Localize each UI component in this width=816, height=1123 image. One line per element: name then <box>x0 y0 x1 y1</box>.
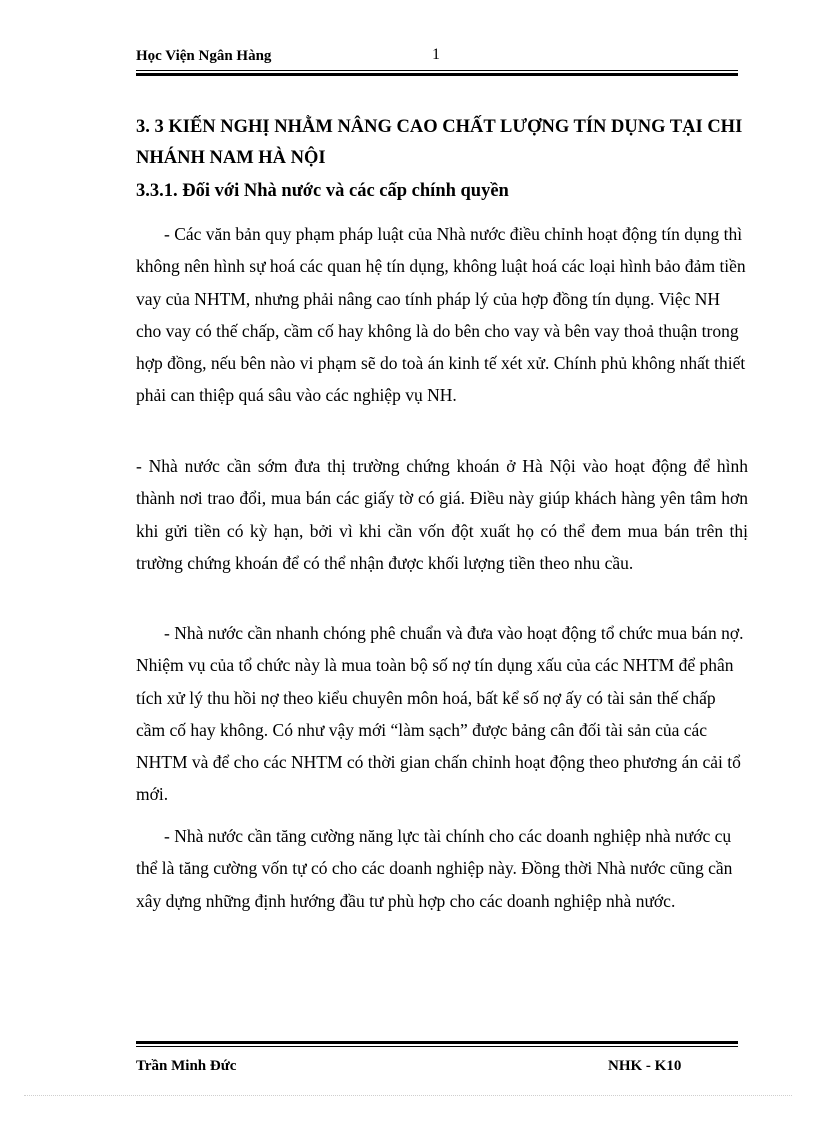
paragraph-2: - Nhà nước cần sớm đưa thị trường chứng khoán ở Hà Nội vào hoạt động để hình thành nơi trao đổi, mua bán các giấy tờ có giá. Điều này giúp khách hàng yên tâm hơn khi gửi tiền có kỳ hạn, bởi vì khi cần vốn đột xuất họ có thể đem mua bán trên thị trường chứng khoán để có thể nhận được khối lượng tiền theo nhu cầu. <box>136 456 748 573</box>
footer-rule-top <box>136 1041 738 1044</box>
header-rule-top <box>136 70 738 71</box>
header-rule-bottom <box>136 73 738 76</box>
page-bottom-divider <box>24 1095 792 1096</box>
page-header <box>136 48 738 68</box>
section-subtitle: 3.3.1. Đối với Nhà nước và các cấp chính quyền <box>136 181 509 201</box>
section-title: 3. 3 KIẾN NGHỊ NHẰM NÂNG CAO CHẤT LƯỢNG TÍN DỤNG TẠI CHI NHÁNH NAM HÀ NỘI <box>136 117 743 168</box>
header-page-number: 1 <box>432 46 440 63</box>
footer-rule-bottom <box>136 1046 738 1047</box>
paragraph-1: - Các văn bản quy phạm pháp luật của Nhà nước điều chỉnh hoạt động tín dụng thì không nên hình sự hoá các quan hệ tín dụng, không luật hoá các loại hình bảo đảm tiền vay của NHTM, nhưng phải nâng cao tính pháp lý của hợp đồng tín dụng. Việc NH cho vay có thế chấp, cầm cố hay không là do bên cho vay và bên vay thoả thuận trong hợp đồng, nếu bên nào vi phạm sẽ do toà án kinh tế xét xử. Chính phủ không nhất thiết phải can thiệp quá sâu vào các nghiệp vụ NH. <box>136 224 746 406</box>
header-institution: Học Viện Ngân Hàng <box>136 48 272 64</box>
paragraph-3: - Nhà nước cần nhanh chóng phê chuẩn và đưa vào hoạt động tổ chức mua bán nợ. Nhiệm vụ của tổ chức này là mua toàn bộ số nợ tín dụng xấu của các NHTM để phân tích xử lý thu hồi nợ theo kiểu chuyên môn hoá, bất kể số nợ ấy có tài sản thế chấp cầm cố hay không. Có như vậy mới “làm sạch” được bảng cân đối tài sản của các NHTM và để cho các NHTM có thời gian chấn chỉnh hoạt động theo phương án cải tổ mới. <box>136 623 744 805</box>
footer-author: Trần Minh Đức <box>136 1058 237 1074</box>
paragraph-4: - Nhà nước cần tăng cường năng lực tài chính cho các doanh nghiệp nhà nước cụ thể là tăng cường vốn tự có cho các doanh nghiệp này. Đồng thời Nhà nước cũng cần xây dựng những định hướng đầu tư phù hợp cho các doanh nghiệp nhà nước. <box>136 826 733 911</box>
footer-class: NHK - K10 <box>608 1058 682 1074</box>
